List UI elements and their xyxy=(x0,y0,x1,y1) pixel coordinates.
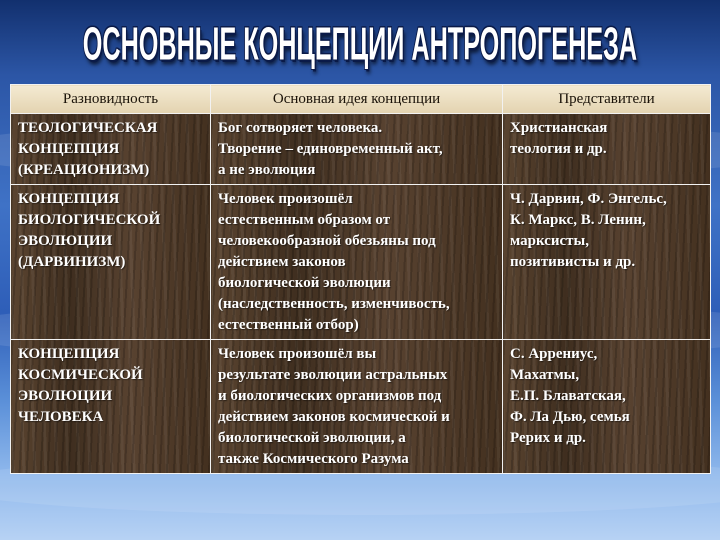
cell-line: С. Аррениус, xyxy=(510,346,598,362)
cell-line: БИОЛОГИЧЕСКОЙ xyxy=(18,212,161,228)
cell-line: ТЕОЛОГИЧЕСКАЯ xyxy=(18,120,158,136)
cell-line: действием законов космической и xyxy=(218,409,450,425)
cell-line: позитивисты и др. xyxy=(510,254,636,270)
cell-line: ЭВОЛЮЦИИ xyxy=(18,233,113,249)
cell-line: (КРЕАЦИОНИЗМ) xyxy=(18,162,150,178)
idea-cell xyxy=(211,114,503,185)
cell-line: Человек произошёл xyxy=(218,191,353,207)
cell-line: а не эволюция xyxy=(218,162,316,178)
idea-cell xyxy=(211,340,503,474)
cell-line: естественный отбор) xyxy=(218,317,359,333)
cell-line: также Космического Разума xyxy=(218,451,409,467)
cell-line: (ДАРВИНИЗМ) xyxy=(18,254,126,270)
table-row xyxy=(11,114,711,185)
representatives-cell xyxy=(503,114,711,185)
cell-line: Е.П. Блаватская, xyxy=(510,388,626,404)
representatives-cell xyxy=(503,185,711,340)
slide-title: ОСНОВНЫЕ КОНЦЕПЦИИ АНТРОПОГЕНЕЗА xyxy=(82,17,638,70)
title-container xyxy=(0,14,720,74)
cell-line: К. Маркс, В. Ленин, xyxy=(510,212,646,228)
cell-line: Бог сотворяет человека. xyxy=(218,120,383,136)
table-row xyxy=(11,340,711,474)
cell-line: (наследственность, изменчивость, xyxy=(218,296,450,312)
variety-cell xyxy=(11,185,211,340)
cell-line: Творение – единовременный акт, xyxy=(218,141,443,157)
idea-cell xyxy=(211,185,503,340)
cell-line: Ф. Ла Дью, семья xyxy=(510,409,630,425)
variety-cell xyxy=(11,340,211,474)
cell-line: Ч. Дарвин, Ф. Энгельс, xyxy=(510,191,667,207)
header-main-idea: Основная идея концепции xyxy=(211,85,503,114)
cell-line: Христианская xyxy=(510,120,608,136)
cell-line: КОНЦЕПЦИЯ xyxy=(18,191,120,207)
table-row xyxy=(11,185,711,340)
cell-line: КОНЦЕПЦИЯ xyxy=(18,141,120,157)
header-representatives: Представители xyxy=(503,85,711,114)
cell-line: Махатмы, xyxy=(510,367,580,383)
cell-line: ЭВОЛЮЦИИ xyxy=(18,388,113,404)
cell-line: результате эволюции астральных xyxy=(218,367,448,383)
concepts-table xyxy=(10,84,711,474)
header-row xyxy=(11,85,711,114)
cell-line: Рерих и др. xyxy=(510,430,586,446)
cell-line: теология и др. xyxy=(510,141,607,157)
cell-line: КОНЦЕПЦИЯ xyxy=(18,346,120,362)
header-variety: Разновидность xyxy=(11,85,211,114)
cell-line: биологической эволюции, а xyxy=(218,430,406,446)
cell-line: и биологических организмов под xyxy=(218,388,442,404)
variety-cell xyxy=(11,114,211,185)
cell-line: человекообразной обезьяны под xyxy=(218,233,436,249)
cell-line: КОСМИЧЕСКОЙ xyxy=(18,367,143,383)
cell-line: биологической эволюции xyxy=(218,275,391,291)
cell-line: ЧЕЛОВЕКА xyxy=(18,409,104,425)
cell-line: марксисты, xyxy=(510,233,590,249)
cell-line: действием законов xyxy=(218,254,346,270)
representatives-cell xyxy=(503,340,711,474)
cell-line: естественным образом от xyxy=(218,212,391,228)
cell-line: Человек произошёл вы xyxy=(218,346,377,362)
